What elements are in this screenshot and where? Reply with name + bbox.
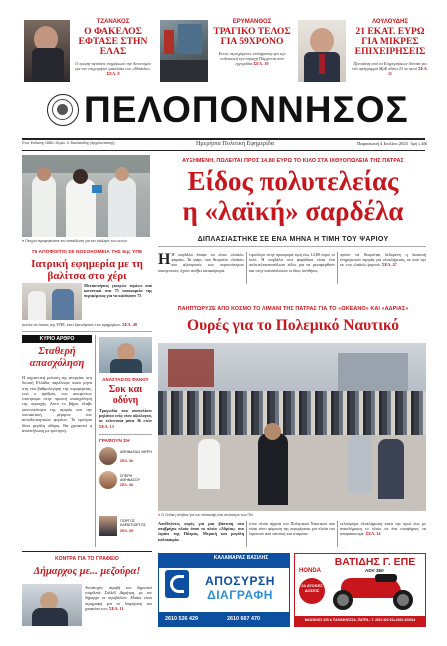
sidebar-story-photo	[99, 337, 152, 373]
bottom-left-photo	[22, 584, 82, 626]
teaser-2-ref: ΣΕΛ. 10	[253, 61, 269, 66]
teaser-1-text: Ο πρώην αγαπάτε ενημέρωσε την Αστυνομία για τον επιχειρήσει φακελάκι του «Μπάιλιο»	[75, 61, 151, 71]
ad-removal-logo-icon	[165, 570, 189, 598]
teaser-3-photo	[298, 20, 346, 82]
second-story-col-1	[158, 521, 244, 542]
second-story-headline: Ουρές για το Πολεμικό Ναυτικό	[187, 317, 399, 334]
ad-removal-phone-2: 2610 667 470	[227, 616, 260, 622]
ad-removal-line-2: ΔΙΑΓΡΑΦΗ	[207, 588, 273, 602]
left-story-text	[84, 283, 152, 299]
sidebar-story-headline: Σοκ και οδύνη	[108, 384, 143, 406]
second-story-col-3	[340, 521, 426, 537]
teaser-3-text: Προσέκτη από τα Επιχειρήσεων δίνεται για νέο πρόγραμμα ΜμΕ άδεια 23 σε αυτό	[352, 61, 427, 71]
second-story-kicker: ΠΑΗΠΤΩΡΥΖΕ ΑΠΟ ΚΟΣΜΟ ΤΟ ΛΙΜΑΝΙ ΤΗΣ ΠΑΤΡΑΣ ΓΙΑ ΤΟ «ΩΚΕΑΝΟ» ΚΑΙ «ΑΔΡΙΑΣ»	[177, 306, 409, 312]
ad-removal-line-1: ΑΠΟΣΥΡΣΗ	[205, 574, 275, 588]
sidebar-story-kicker: ΑΝΑΣΤΑΣΙΟΣ ΦΑΝΟΥ	[102, 377, 149, 382]
opinion-3-name: ΓΙΩΡΓΟΣ ΚΑΡΑΓΕΩΡΓΟΣ	[120, 519, 146, 528]
left-story-text-2-wrap	[22, 322, 152, 327]
masthead-price: Τιμή 1,30€	[410, 141, 427, 146]
left-story-text-1: Μετακινήσεις γιατρών τομέων από κοινοτικά στα 75 νοσοκομεία της περιφέρειας για να καλύψουν 75	[84, 283, 152, 299]
opinion-2-avatar	[99, 471, 117, 489]
teaser-2-kicker: ΕΡΥΜΑΝΘΟΣ	[232, 19, 272, 25]
column-headline: Σταθερή απασχόληση	[29, 346, 85, 369]
opinions-kicker: ΓΡΑΦΟΥΝ ΣΗ	[99, 438, 130, 443]
lead-col-3	[340, 252, 426, 268]
opinion-1-ref: ΣΕΛ. 36	[120, 459, 133, 463]
lead-photo-caption-text: Πτυχιοί προφητεύεται τον εκπαιδευτή για τον καλύψει των κενών	[25, 239, 128, 243]
teaser-1-photo	[24, 20, 70, 82]
opinion-3-avatar	[99, 516, 117, 536]
ad-honda-badge	[299, 578, 325, 604]
teaser-1[interactable]	[74, 19, 152, 76]
ad-honda-model: ADV 350	[365, 568, 384, 573]
masthead-date: Παρασκευή 4 Ιουλίου 2025	[357, 141, 408, 146]
second-story-caption-text: Ο Ξεδίκη πλήθος για τον επισκέψη στα οπλιτισμό των ΠΝ	[161, 513, 253, 517]
lead-kicker: ΑΥΞΗΜΕΝΗ, ΠΩΛΕΙΤΑΙ ΠΡΟΣ 14,80 ΕΥΡΩ ΤΟ ΚΙΛΟ ΣΤΑ ΙΧΘΥΟΠΩΛΕΙΑ ΤΗΣ ΠΑΤΡΑΣ	[182, 158, 404, 164]
second-story-col-1-text: Απείθελυτες ουρές για μια βάπτιση στα υποβρύχιο πλοία όπου το πλοίο «Αδρίας» στο λιμάνι της Πάτρας. Μερική και μεγάλη καλοκαιρία.	[158, 521, 244, 542]
opinion-1-name: ΑΘΗΝΑΣΙΑΣ ΜΕΡΗ	[120, 450, 152, 454]
lead-col-1: Η Η σαρδέλα έπαψε να είναι «λαϊκό» ψαράκι. Τα ψάρι, που θεωρείτο «λαϊκό» και αξιοπρεπές των περισσότερων οικογενειών, έχουν ανέβει κατακόρυφα.	[158, 251, 244, 273]
left-story-photo	[22, 283, 82, 320]
opinion-2-ref: ΣΕΛ. 36	[120, 483, 133, 487]
lead-col-2: τιμολόγιο στην προσφορά τιμή έως 14,80 ευρώ το κιλό. Η σαρδέλα στα ψαράδικα είναι ένα πολυτελεκατανάλωτο είδος για να μεταφερθούν και στην καταναλωτών οι ίδιες συνθήκες.	[249, 252, 335, 273]
second-story-caption: ● Ο Ξεδίκη πλήθος για τον επισκέψη στα οπλιτισμό των ΠΝ	[158, 513, 253, 517]
teaser-3-headline: 21 ΕΚΑΤ. ΕΥΡΩ ΓΙΑ ΜΙΚΡΕΣ ΕΠΙΧΕΙΡΗΣΕΙΣ	[354, 26, 426, 57]
lead-col-1-text: Η σαρδέλα έπαψε να είναι «λαϊκό» ψαράκι. Τα ψάρι, που θεωρείτο «λαϊκό» και αξιοπρεπές των περισσότερων οικογενειών, έχουν ανέβει κατακόρυφα.	[158, 252, 244, 273]
masthead-title: ΠΕΛΟΠΟΝΝΗΣΟΣ	[84, 89, 409, 130]
left-story-headline: Ιατρική εφημερία με τη βαλίτσα στο χέρι	[31, 258, 143, 282]
lead-ref: ΣΕΛ. 47	[381, 262, 397, 268]
bottom-left-kicker: ΚΟΝΤΡΑ ΓΙΑ ΤΟ ΓΡΑΦΕΙΟ	[55, 556, 119, 562]
teaser-1-ref: ΣΕΛ. 9	[106, 71, 120, 76]
ad-honda-title: ΒΑΤΙΔΗΣ Γ. ΕΠΕ	[334, 556, 416, 568]
second-story-col-2: στον πλοίο αρχεία του Πολεμικού Ναυτικού που είναι τόσο φάμωση της περιφέρειας για πλοία του λιμανιού από ναυτική και σταμάτα.	[249, 521, 335, 537]
ad-honda-footer: ΜΑΙΖΩΝΟΣ 229 & ΠΑΠΑΦΛΕΣΣΑ, ΠΑΤΡΑ • Τ. 2610 322 011-2610 322014	[304, 618, 416, 622]
bottom-left-text: Αντιάτοχος ακριβή του δημοτικό επιμέλειά Συλλέξ Δημήτρη, με τον δήμαρχο σε περιβάλλον. Μπάικ είναι περιγραφή για το διαχείριση του γραφείου του;	[85, 585, 152, 611]
teaser-2-text: Εντός περιεχόμενες επισήμανση για την ενδεικτική την παροχή Πάρχοντα από εγχειρίδια	[218, 51, 286, 66]
bottom-left-ref: ΣΕΛ. 11	[109, 605, 124, 611]
column-text: Η σημαντική μείωση της ανεργίας στη δυτική Ελλάδα παρέλειψε κατά μήνα στη νέα βαθμολόγηση της περιφέρειας, ενώ ο αριθμός των αποφοίτων επιστρέφει στην πρωινή απασχόληση της περιοχής. Αυτό το βήμα, έλαβε κανονικότητα της αγοράς και την ουσιαστική μέριμνα των αυτοδιοικητικών φορέων. Το εμπόριο δίνει μεγάλη ώθηση. Θα χρειαστεί η αναστήλωση με ερώτηση.	[22, 375, 92, 433]
ad-honda-badge-text: 24 ΑΤΟΚΕΣ ΔΟΣΕΙΣ	[301, 583, 323, 593]
teaser-2-headline: ΤΡΑΓΙΚΟ ΤΕΛΟΣ ΓΙΑ 59ΧΡΟΝΟ	[213, 26, 291, 47]
teaser-1-kicker: ΤΖΑΝΑΚΟΣ	[96, 19, 130, 25]
column-kicker: ΚΥΡΙΟ ΑΡΘΡΟ	[39, 336, 75, 342]
ad-removal-top: ΚΑΛΑΜΑΡΑΣ ΒΑΣΙΛΗΣ	[213, 555, 269, 561]
masthead-subtitle: Ημερήσια Πολιτική Εφημερίδα	[195, 140, 275, 147]
opinion-2-name: ΣΠΕΡΗ ΑΘΗΝΑΣΟΥ	[120, 474, 141, 483]
left-story-text-2: κενών σε όσους της ΥΠΕ, έτσι ξεκινήσουν τον εφημερίων.	[22, 322, 122, 327]
lead-photo[interactable]	[22, 155, 150, 237]
teaser-1-headline: Ο ΦΑΚΕΛΟΣ ΕΦΤΑΣΕ ΣΤΗΝ ΕΛΑΣ	[78, 26, 148, 57]
lead-headline-line-1: Είδος πολυτελείας	[187, 166, 399, 196]
ad-honda-brand: HONDA	[299, 568, 321, 574]
sidebar-story-text: Τραγωδία που ανατολίστε μηλάνια ενός νέου αξιόλογου, σε τελευταία μόνα 36 ετών	[99, 408, 152, 424]
bottom-left-text-wrap	[85, 585, 152, 611]
teaser-3-kicker: ΛΟΥΛΟΥΔΗΣ	[372, 19, 408, 25]
left-story-kicker: 75 ΑΠΟΦΟΙΤΟΙ ΣΕ ΝΟΣΟΚΟΜΕΙΑ ΤΗΣ 6ης ΥΠΕ	[31, 250, 143, 255]
sidebar-story-ref: ΣΕΛ. 13	[99, 423, 114, 429]
lead-subhead: ΔΙΠΛΑΣΙΑΣΤΗΚΕ ΣΕ ΕΝΑ ΜΗΝΑ Η ΤΙΜΗ ΤΟΥ ΨΑΡΙΟΥ	[197, 236, 389, 243]
motorbike-icon	[331, 572, 421, 610]
ad-honda[interactable]	[294, 553, 426, 627]
teaser-2-photo	[160, 20, 208, 82]
sidebar-story-text-wrap	[99, 408, 152, 429]
teaser-3[interactable]	[350, 19, 430, 76]
opinion-3-ref: ΣΕΛ. 39	[120, 529, 133, 533]
teaser-2[interactable]	[212, 19, 292, 66]
bottom-left-headline: Δήμαρχος με... μεζούρα!	[33, 566, 141, 577]
lead-col-3-text: πρόπο να θεωρείται δεδομένη η διακοπή ενημερωτών αγοράς για ολοκλήρωση, σε από την εκ. του «λαϊκό» ψαριού.	[340, 252, 426, 268]
second-story-col-3-text: τελεσφόρα ολοκλήρωση κατά την πρωί έως με αναπλήρωση το πλοίο σε ένα υποψήφιος να σπαρασσουμε.	[340, 521, 426, 537]
second-story-photo[interactable]	[158, 343, 426, 511]
lead-headline-line-2: η «λαϊκή» σαρδέλα	[182, 196, 404, 226]
masthead-left-note: Έτος Έκδοσης 1886 • Θεμελ. 5. Βασιλικάδης (Αρχισυντάκτης)	[22, 141, 115, 145]
left-story-ref: ΣΕΛ. 48	[122, 322, 137, 327]
ad-removal[interactable]	[158, 553, 290, 627]
lead-photo-caption: ● Πτυχιοί προφητεύεται τον εκπαιδευτή για τον καλύψει των κενών	[22, 239, 128, 243]
teaser-3-ref: ΣΕΛ. 11	[387, 66, 428, 76]
opinion-1-avatar	[99, 447, 117, 465]
second-story-ref: ΣΕΛ. 14	[365, 531, 381, 537]
masthead-logo-icon	[47, 94, 79, 126]
ad-removal-phone-1: 2610 526 429	[165, 616, 198, 622]
